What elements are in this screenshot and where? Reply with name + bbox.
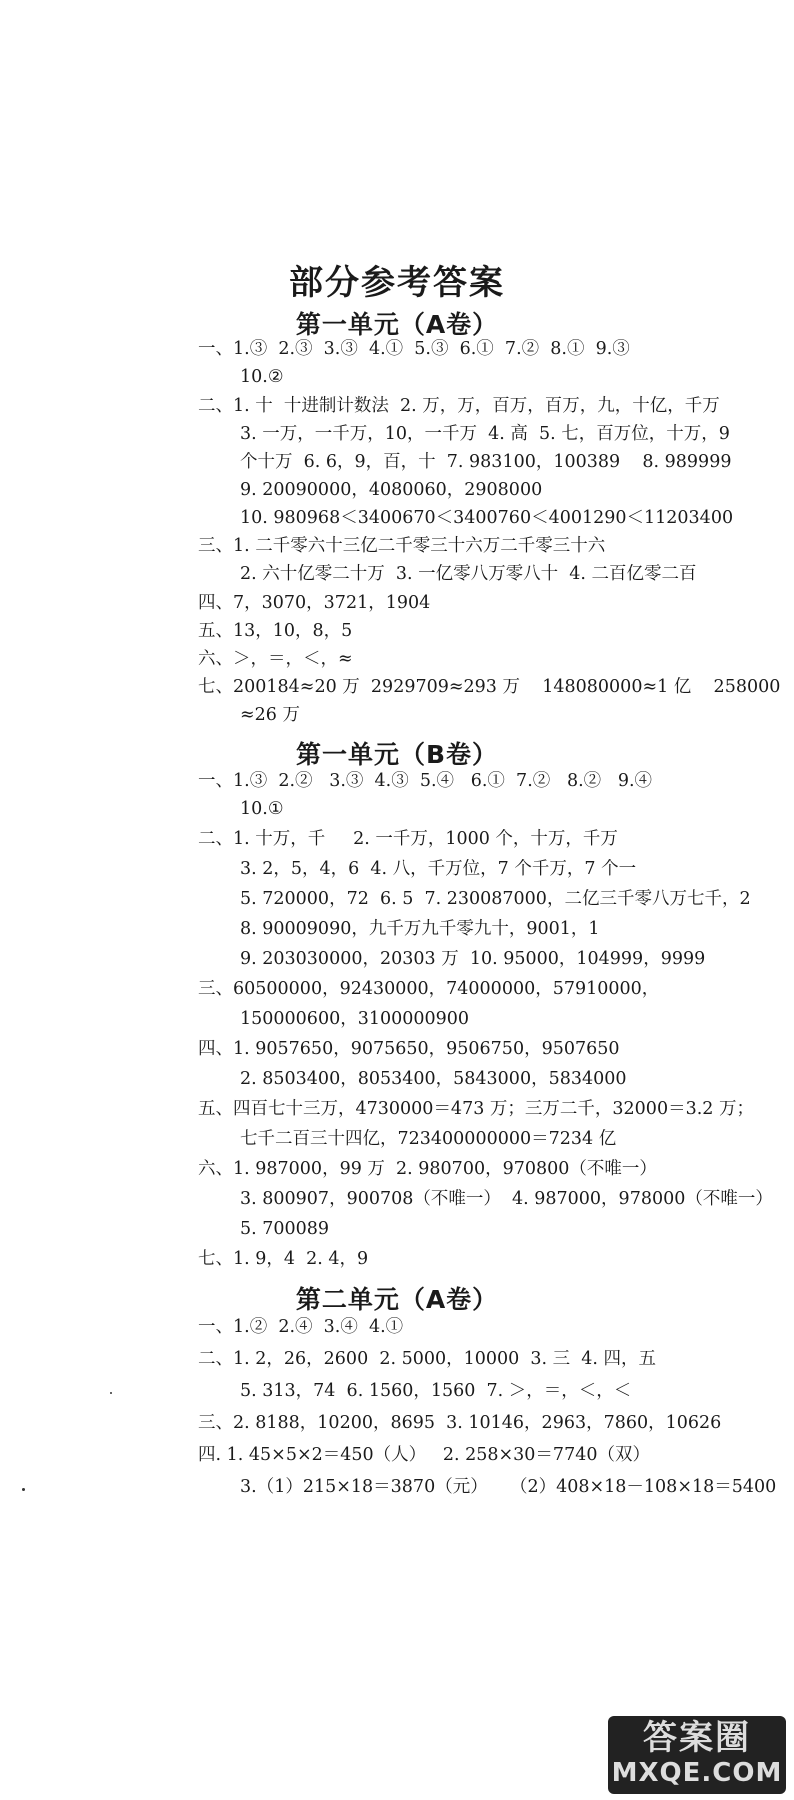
answer-line: 七千二百三十四亿，723400000000＝7234 亿 bbox=[240, 1129, 617, 1149]
section-heading: 第二单元（A卷） bbox=[295, 1285, 499, 1314]
answer-line: 一、1.③ 2.③ 3.③ 4.① 5.③ 6.① 7.② 8.① 9.③ bbox=[198, 339, 630, 359]
section-heading: 第一单元（A卷） bbox=[295, 310, 499, 339]
answer-line: 2. 8503400，8053400，5843000，5834000 bbox=[240, 1069, 627, 1089]
answer-line: 六、＞，＝，＜，≈ bbox=[198, 649, 353, 669]
answer-line: 3. 2，5，4，6 4. 八，千万位，7 个千万，7 个一 bbox=[240, 859, 637, 879]
section-heading: 第一单元（B卷） bbox=[295, 740, 499, 769]
answer-line: 10. 980968＜3400670＜3400760＜4001290＜11203400 bbox=[240, 508, 734, 528]
answer-line: 四、7，3070，3721，1904 bbox=[198, 593, 431, 613]
page-title: 部分参考答案 bbox=[289, 263, 505, 303]
answer-line: 3.（1）215×18＝3870（元） （2）408×18－108×18＝5400 bbox=[240, 1477, 777, 1497]
answer-line: 一、1.② 2.④ 3.④ 4.① bbox=[198, 1317, 404, 1337]
answer-line: 150000600，3100000900 bbox=[240, 1009, 470, 1029]
answer-line: 五、13，10，8，5 bbox=[198, 621, 353, 641]
answer-line: 六、1. 987000，99 万 2. 980700，970800（不唯一） bbox=[198, 1159, 657, 1179]
answer-line: 五、四百七十三万，4730000＝473 万；三万二千，32000＝3.2 万； bbox=[198, 1099, 754, 1119]
answer-line: 8. 90009090，九千万九千零九十，9001，1 bbox=[240, 919, 600, 939]
answer-line: 二、1. 2，26，2600 2. 5000，10000 3. 三 4. 四，五 bbox=[198, 1349, 657, 1369]
answer-line: 10.① bbox=[240, 799, 284, 819]
answer-line: 七、1. 9，4 2. 4，9 bbox=[198, 1249, 369, 1269]
answer-line: 四. 1. 45×5×2＝450（人） 2. 258×30＝7740（双） bbox=[198, 1445, 650, 1465]
answer-line: 三、60500000，92430000，74000000，57910000， bbox=[198, 979, 660, 999]
answer-line: 10.② bbox=[240, 367, 284, 387]
answer-line: 三、2. 8188，10200，8695 3. 10146，2963，7860，10626 bbox=[198, 1413, 722, 1433]
answer-line: 9. 203030000，20303 万 10. 95000，104999，9999 bbox=[240, 949, 706, 969]
answer-line: 3. 800907，900708（不唯一） 4. 987000，978000（不唯一） bbox=[240, 1189, 773, 1209]
answer-line: 5. 313，74 6. 1560，1560 7. ＞，＝，＜，＜ bbox=[240, 1381, 632, 1401]
answer-line: 七、200184≈20 万 2929709≈293 万 148080000≈1 亿 258000 bbox=[198, 677, 781, 697]
answer-line: 3. 一万，一千万，10，一千万 4. 高 5. 七，百万位，十万，9 bbox=[240, 424, 730, 444]
answer-line: 2. 六十亿零二十万 3. 一亿零八万零八十 4. 二百亿零二百 bbox=[240, 564, 697, 584]
answer-line: 9. 20090000，4080060，2908000 bbox=[240, 480, 543, 500]
answer-line: 一、1.③ 2.② 3.③ 4.③ 5.④ 6.① 7.② 8.② 9.④ bbox=[198, 771, 653, 791]
answer-line: 5. 700089 bbox=[240, 1219, 330, 1239]
answer-line: 5. 720000，72 6. 5 7. 230087000，二亿三千零八万七千，2 bbox=[240, 889, 751, 909]
scan-speck bbox=[110, 1392, 112, 1394]
watermark-bottom-text: MXQE.COM bbox=[611, 1758, 783, 1788]
watermark-logo bbox=[608, 1716, 786, 1794]
answer-line: 个十万 6. 6，9，百，十 7. 983100，100389 8. 989999 bbox=[240, 452, 732, 472]
answer-line: 三、1. 二千零六十三亿二千零三十六万二千零三十六 bbox=[198, 536, 606, 556]
answer-line: 二、1. 十万，千 2. 一千万，1000 个，十万，千万 bbox=[198, 829, 618, 849]
answer-line: 四、1. 9057650，9075650，9506750，9507650 bbox=[198, 1039, 620, 1059]
answer-line: 二、1. 十 十进制计数法 2. 万，万，百万，百万，九，十亿，千万 bbox=[198, 396, 720, 416]
scan-speck bbox=[22, 1488, 25, 1491]
watermark-top-text: 答案圈 bbox=[643, 1718, 751, 1758]
answer-line: ≈26 万 bbox=[240, 705, 300, 725]
